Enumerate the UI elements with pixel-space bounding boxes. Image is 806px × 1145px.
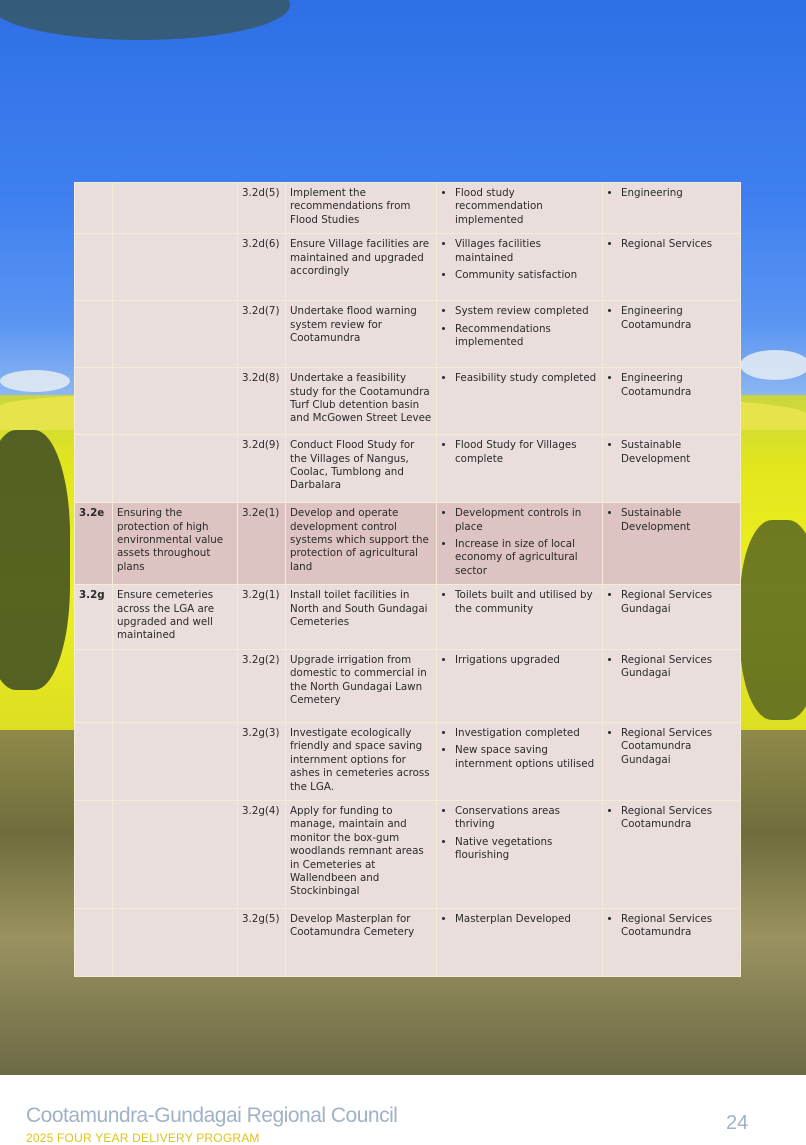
responsibility-list — [607, 507, 736, 534]
table-row — [75, 301, 741, 368]
action-code: 3.2g(1) — [238, 585, 286, 650]
action-code: 3.2d(8) — [238, 368, 286, 435]
strategy-code — [75, 435, 113, 503]
measures-list — [441, 187, 598, 227]
measures-list — [441, 805, 598, 863]
table-row — [75, 722, 741, 800]
measure-item: • Development controls in place — [455, 507, 598, 534]
table-row — [75, 183, 741, 234]
measures-cell — [437, 722, 603, 800]
measures-cell — [437, 183, 603, 234]
responsibility-cell — [603, 234, 741, 301]
action-text: Develop Masterplan for Cootamundra Cemetery — [286, 908, 437, 976]
action-code: 3.2d(6) — [238, 234, 286, 301]
measures-list — [441, 589, 598, 616]
strategy-code — [75, 234, 113, 301]
measures-cell — [437, 800, 603, 908]
action-code: 3.2d(7) — [238, 301, 286, 368]
measure-item: • Villages facilities maintained — [455, 238, 598, 265]
strategy-code — [75, 368, 113, 435]
responsibility-cell — [603, 908, 741, 976]
measures-cell — [437, 301, 603, 368]
responsibility-item: • Engineering Cootamundra — [621, 372, 736, 399]
responsibility-list — [607, 439, 736, 466]
measures-cell — [437, 435, 603, 503]
action-text: Investigate ecologically friendly and space saving internment options for ashes in cemeteries across the LGA. — [286, 722, 437, 800]
responsibility-list — [607, 805, 736, 832]
responsibility-cell — [603, 368, 741, 435]
responsibility-list — [607, 727, 736, 767]
measures-list — [441, 238, 598, 282]
strategy-text — [113, 368, 238, 435]
measure-item: • Irrigations upgraded — [455, 654, 598, 667]
strategy-text — [113, 800, 238, 908]
table-row — [75, 435, 741, 503]
measure-item: • Conservations areas thriving — [455, 805, 598, 832]
responsibility-cell — [603, 722, 741, 800]
measure-item: • Flood Study for Villages complete — [455, 439, 598, 466]
measure-item: • Feasibility study completed — [455, 372, 598, 385]
strategy-text — [113, 722, 238, 800]
responsibility-item: • Regional Services Gundagai — [621, 589, 736, 616]
measures-list — [441, 372, 598, 385]
action-code: 3.2g(2) — [238, 649, 286, 722]
responsibility-item: • Engineering — [621, 187, 736, 200]
responsibility-item: • Sustainable Development — [621, 439, 736, 466]
responsibility-item: • Sustainable Development — [621, 507, 736, 534]
measure-item: • Masterplan Developed — [455, 913, 598, 926]
measures-cell — [437, 234, 603, 301]
strategy-code — [75, 183, 113, 234]
action-text: Undertake a feasibility study for the Cootamundra Turf Club detention basin and McGowen Street Levee — [286, 368, 437, 435]
responsibility-list — [607, 238, 736, 251]
measure-item: • Toilets built and utilised by the community — [455, 589, 598, 616]
action-text: Conduct Flood Study for the Villages of Nangus, Coolac, Tumblong and Darbalara — [286, 435, 437, 503]
action-text: Develop and operate development control systems which support the protection of agricultural land — [286, 503, 437, 585]
measure-item: • System review completed — [455, 305, 598, 318]
responsibility-cell — [603, 503, 741, 585]
responsibility-list — [607, 187, 736, 200]
responsibility-item: • Regional Services Cootamundra — [621, 913, 736, 940]
page-number: 24 — [726, 1112, 749, 1134]
measures-list — [441, 654, 598, 667]
responsibility-cell — [603, 301, 741, 368]
action-text: Install toilet facilities in North and South Gundagai Cemeteries — [286, 585, 437, 650]
strategy-code — [75, 301, 113, 368]
measures-cell — [437, 649, 603, 722]
action-code: 3.2g(4) — [238, 800, 286, 908]
action-text: Upgrade irrigation from domestic to commercial in the North Gundagai Lawn Cemetery — [286, 649, 437, 722]
action-text: Apply for funding to manage, maintain and monitor the box-gum woodlands remnant areas in Cemeteries at Wallendbeen and Stockinbingal — [286, 800, 437, 908]
responsibility-cell — [603, 183, 741, 234]
strategy-text — [113, 301, 238, 368]
action-code: 3.2g(3) — [238, 722, 286, 800]
table-row — [75, 368, 741, 435]
strategy-text — [113, 183, 238, 234]
action-text: Implement the recommendations from Flood Studies — [286, 183, 437, 234]
measure-item: • Native vegetations flourishing — [455, 836, 598, 863]
measures-list — [441, 507, 598, 578]
responsibility-cell — [603, 585, 741, 650]
strategy-text — [113, 435, 238, 503]
measures-cell — [437, 585, 603, 650]
measure-item: • Increase in size of local economy of agricultural sector — [455, 538, 598, 578]
responsibility-list — [607, 372, 736, 399]
strategy-text — [113, 649, 238, 722]
action-code: 3.2g(5) — [238, 908, 286, 976]
strategy-code: 3.2e — [75, 503, 113, 585]
responsibility-item: • Engineering Cootamundra — [621, 305, 736, 332]
responsibility-cell — [603, 649, 741, 722]
action-text: Ensure Village facilities are maintained and upgraded accordingly — [286, 234, 437, 301]
strategy-code — [75, 800, 113, 908]
measure-item: • Community satisfaction — [455, 269, 598, 282]
action-code: 3.2d(5) — [238, 183, 286, 234]
responsibility-list — [607, 305, 736, 332]
responsibility-item: • Regional Services Cootamundra Gundagai — [621, 727, 736, 767]
action-code: 3.2e(1) — [238, 503, 286, 585]
responsibility-list — [607, 654, 736, 681]
measures-cell — [437, 368, 603, 435]
responsibility-list — [607, 589, 736, 616]
responsibility-item: • Regional Services — [621, 238, 736, 251]
measure-item: • Flood study recommendation implemented — [455, 187, 598, 227]
strategy-code — [75, 908, 113, 976]
program-title: 2025 FOUR YEAR DELIVERY PROGRAM — [26, 1131, 260, 1145]
table-row — [75, 649, 741, 722]
measures-list — [441, 439, 598, 466]
measure-item: • Investigation completed — [455, 727, 598, 740]
strategy-text: Ensuring the protection of high environmental value assets throughout plans — [113, 503, 238, 585]
measure-item: • New space saving internment options utilised — [455, 744, 598, 771]
strategy-text — [113, 908, 238, 976]
responsibility-cell — [603, 800, 741, 908]
table-row — [75, 800, 741, 908]
action-text: Undertake flood warning system review for Cootamundra — [286, 301, 437, 368]
delivery-program-table — [74, 182, 741, 977]
council-name: Cootamundra-Gundagai Regional Council — [26, 1104, 398, 1127]
measures-list — [441, 305, 598, 349]
strategy-code: 3.2g — [75, 585, 113, 650]
strategy-code — [75, 722, 113, 800]
measures-list — [441, 913, 598, 926]
table-row — [75, 503, 741, 585]
strategy-text: Ensure cemeteries across the LGA are upgraded and well maintained — [113, 585, 238, 650]
action-code: 3.2d(9) — [238, 435, 286, 503]
measures-cell — [437, 503, 603, 585]
table-row — [75, 234, 741, 301]
responsibility-item: • Regional Services Cootamundra — [621, 805, 736, 832]
table-row — [75, 908, 741, 976]
strategy-code — [75, 649, 113, 722]
measures-list — [441, 727, 598, 771]
strategy-text — [113, 234, 238, 301]
responsibility-item: • Regional Services Gundagai — [621, 654, 736, 681]
measure-item: • Recommendations implemented — [455, 323, 598, 350]
responsibility-list — [607, 913, 736, 940]
measures-cell — [437, 908, 603, 976]
table-row — [75, 585, 741, 650]
responsibility-cell — [603, 435, 741, 503]
